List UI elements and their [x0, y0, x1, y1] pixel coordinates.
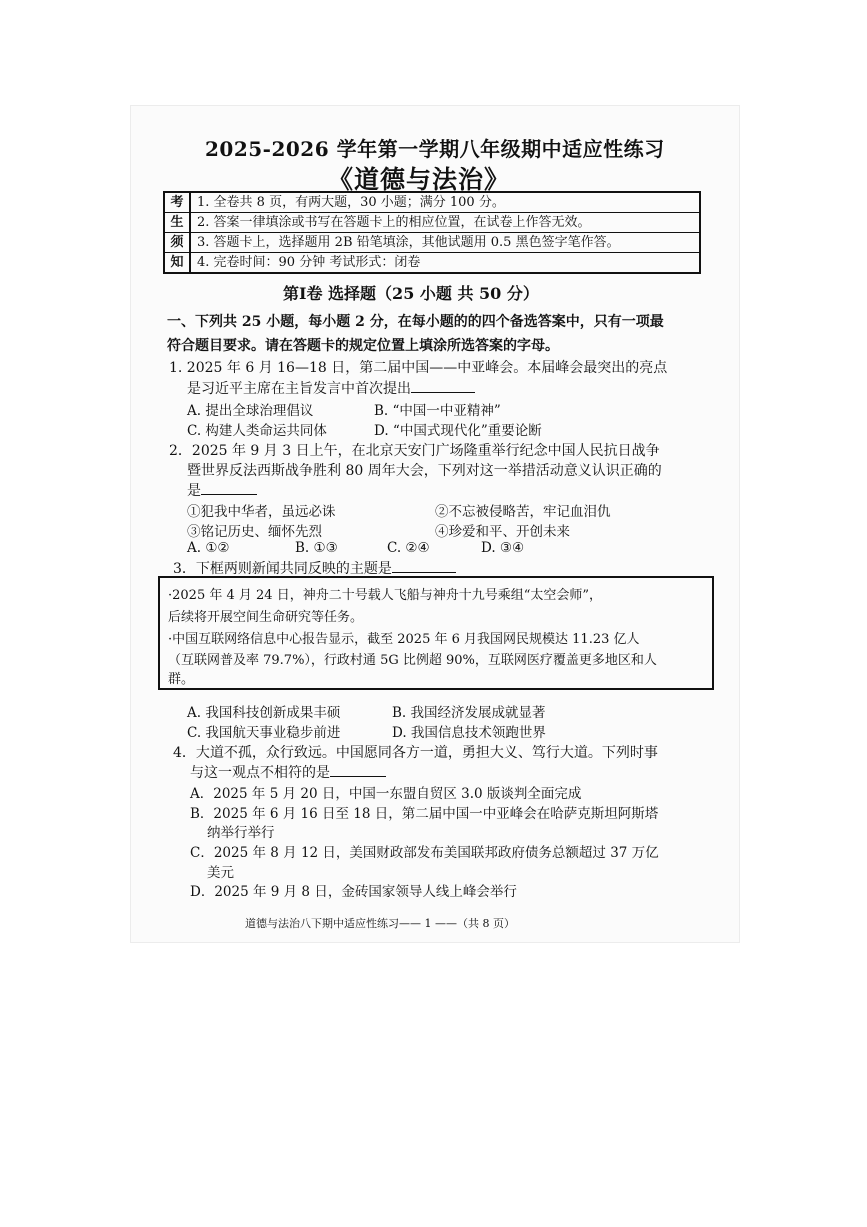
question-2-item-4: ④珍爱和平、开创未来 [435, 524, 570, 540]
question-2-option-d: D. ③④ [481, 540, 525, 556]
notice-text: 1. 全卷共 8 页，有两大题，30 小题；满分 100 分。 [190, 192, 700, 213]
news-2-line: 群。 [168, 672, 195, 687]
question-2-option-c: C. ②④ [387, 540, 430, 556]
question-3-option-b: B. 我国经济发展成就显著 [392, 705, 546, 721]
notice-key: 须 [164, 233, 190, 253]
question-2-item-1: ①犯我中华者，虽远必诛 [187, 504, 336, 520]
notice-row [164, 233, 700, 253]
notice-key: 考 [164, 192, 190, 213]
question-4-option-d: D．2025 年 9 月 8 日，金砖国家领导人线上峰会举行 [190, 884, 517, 900]
section-instruction: 一、下列共 25 小题，每小题 2 分，在每小题的的四个备选答案中，只有一项最 [167, 314, 664, 330]
notice-text: 4. 完卷时间：90 分钟 考试形式：闭卷 [190, 253, 700, 274]
answer-blank [411, 380, 475, 393]
news-2-line: （互联网普及率 79.7%），行政村通 5G 比例超 90%，互联网医疗覆盖更多地区和人 [168, 653, 657, 668]
notice-row [164, 192, 700, 213]
notice-text: 3. 答题卡上，选择题用 2B 铅笔填涂，其他试题用 0.5 黑色签字笔作答。 [190, 233, 700, 253]
subject-title: 《道德与法治》 [328, 165, 511, 194]
question-3-option-a: A. 我国科技创新成果丰硕 [187, 705, 341, 721]
question-1-stem-text: 是习近平主席在主旨发言中首次提出 [187, 381, 411, 397]
question-2-stem: 暨世界反法西斯战争胜利 80 周年大会，下列对这一举措活动意义认识正确的 [187, 463, 662, 479]
question-1-stem [187, 378, 475, 398]
question-3-stem [173, 558, 456, 578]
question-1-option-d: D. “中国式现代化”重要论断 [374, 423, 542, 439]
question-4-stem-text: 与这一观点不相符的是 [190, 765, 330, 781]
answer-blank [392, 560, 456, 573]
news-box [158, 576, 714, 690]
section-title: 第Ⅰ卷 选择题（25 小题 共 50 分） [283, 284, 539, 303]
question-4-stem: 4．大道不孤，众行致远。中国愿同各方一道，勇担大义、笃行大道。下列时事 [173, 745, 658, 761]
exam-notice-table [163, 191, 701, 274]
question-1-stem: 1. 2025 年 6 月 16—18 日，第二届中国——中亚峰会。本届峰会最突出的亮点 [169, 360, 668, 376]
page-footer: 道德与法治八下期中适应性练习—— 1 ——（共 8 页） [245, 917, 515, 930]
question-2-option-a: A. ①② [187, 540, 230, 556]
question-2-stem [187, 480, 257, 500]
question-4-option-c: C．2025 年 8 月 12 日，美国财政部发布美国联邦政府债务总额超过 37 万亿 [190, 845, 659, 861]
news-1-line: 后续将开展空间生命研究等任务。 [168, 610, 364, 625]
question-4-option-b-cont: 纳举行举行 [207, 825, 275, 841]
question-2-item-3: ③铭记历史、缅怀先烈 [187, 524, 322, 540]
question-1-option-b: B. “中国一中亚精神” [374, 403, 501, 419]
question-1-option-a: A. 提出全球治理倡议 [187, 403, 314, 419]
question-4-option-c-cont: 美元 [207, 865, 234, 881]
notice-key: 知 [164, 253, 190, 274]
exam-title: 2025-2026 学年第一学期八年级期中适应性练习 [205, 137, 665, 161]
question-3-stem-text: 3．下框两则新闻共同反映的主题是 [173, 561, 392, 577]
question-4-option-a: A．2025 年 5 月 20 日，中国一东盟自贸区 3.0 版谈判全面完成 [190, 786, 582, 802]
answer-blank [201, 482, 257, 495]
notice-text: 2. 答案一律填涂或书写在答题卡上的相应位置，在试卷上作答无效。 [190, 213, 700, 233]
section-instruction: 符合题目要求。请在答题卡的规定位置上填涂所选答案的字母。 [167, 338, 559, 354]
notice-row [164, 253, 700, 274]
question-3-option-c: C. 我国航天事业稳步前进 [187, 725, 341, 741]
news-2-line: ·中国互联网络信息中心报告显示，截至 2025 年 6 月我国网民规模达 11.23 亿人 [168, 632, 640, 647]
question-1-option-c: C. 构建人类命运共同体 [187, 423, 327, 439]
question-2-option-b: B. ①③ [295, 540, 338, 556]
question-2-stem: 2．2025 年 9 月 3 日上午，在北京天安门广场隆重举行纪念中国人民抗日战争 [169, 443, 660, 459]
answer-blank [330, 764, 386, 777]
question-2-stem-text: 是 [187, 483, 201, 499]
question-2-item-2: ②不忘被侵略苦，牢记血泪仇 [435, 504, 611, 520]
news-1-line: ·2025 年 4 月 24 日，神舟二十号载人飞船与神舟十九号乘组“太空会师”， [168, 588, 602, 603]
question-4-option-b: B．2025 年 6 月 16 日至 18 日，第二届中国一中亚峰会在哈萨克斯坦阿斯塔 [190, 806, 659, 822]
question-3-option-d: D. 我国信息技术领跑世界 [392, 725, 546, 741]
question-4-stem [190, 762, 386, 782]
notice-key: 生 [164, 213, 190, 233]
notice-row [164, 213, 700, 233]
